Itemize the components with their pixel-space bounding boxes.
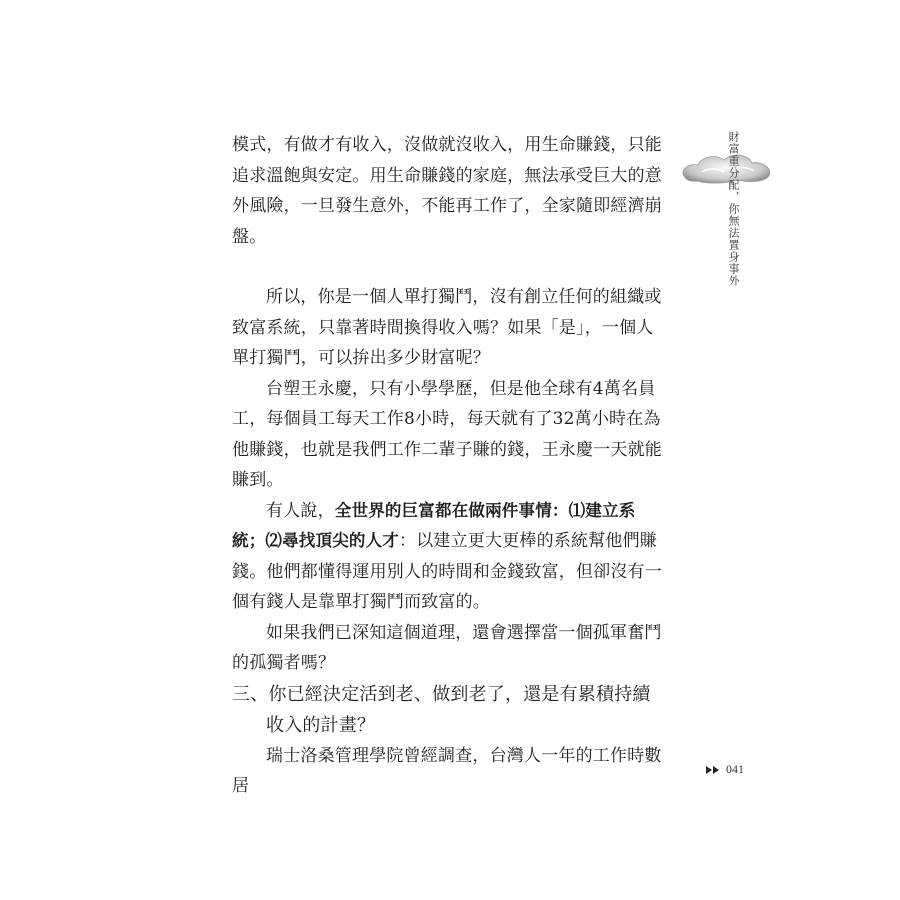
double-arrow-icon [706, 766, 720, 774]
paragraph-4 [232, 496, 664, 618]
paragraph-4-end: ：以建立更大更棒的系統幫他們賺錢。他們都懂得運用別人的時間和金錢致富，但卻沒有一個有錢人是靠單打獨鬥而致富的。 [232, 531, 662, 612]
page-number-text: 041 [726, 762, 744, 776]
paragraph-4-bold: 全世界的巨富都在做兩件事情：⑴建立系統；⑵尋找頂尖的人才 [232, 500, 636, 550]
paragraph-5: 如果我們已深知這個道理，還會選擇當一個孤軍奮鬥的孤獨者嗎？ [232, 622, 662, 673]
paragraph-2: 所以，你是一個人單打獨鬥，沒有創立任何的組織或致富系統，只靠著時間換得收入嗎？如果「是」，一個人單打獨鬥，可以拚出多少財富呢？ [232, 287, 662, 368]
paragraph-1: 模式，有做才有收入，沒做就沒收入，用生命賺錢，只能追求溫飽與安定。用生命賺錢的家庭，無法承受巨大的意外風險，一旦發生意外，不能再工作了，全家隨即經濟崩盤。 [232, 135, 662, 247]
paragraph-gap [232, 252, 664, 282]
page-number [706, 762, 744, 777]
section-heading: 三、你已經決定活到老、做到老了，還是有累積持續收入的計畫？ [232, 683, 651, 736]
running-title: 財富重分配，你無法置身事外 [727, 131, 740, 287]
paragraph-3: 台塑王永慶，只有小學學歷，但是他全球有4萬名員工，每個員工每天工作8小時，每天就有了32萬小時在為他賺錢，也就是我們工作二輩子賺的錢，王永慶一天就能賺到。 [232, 378, 662, 490]
paragraph-6: 瑞士洛桑管理學院曾經調查，台灣人一年的工作時數居 [232, 745, 662, 796]
body-text [232, 130, 664, 802]
paragraph-4-start: 有人說， [266, 500, 335, 521]
